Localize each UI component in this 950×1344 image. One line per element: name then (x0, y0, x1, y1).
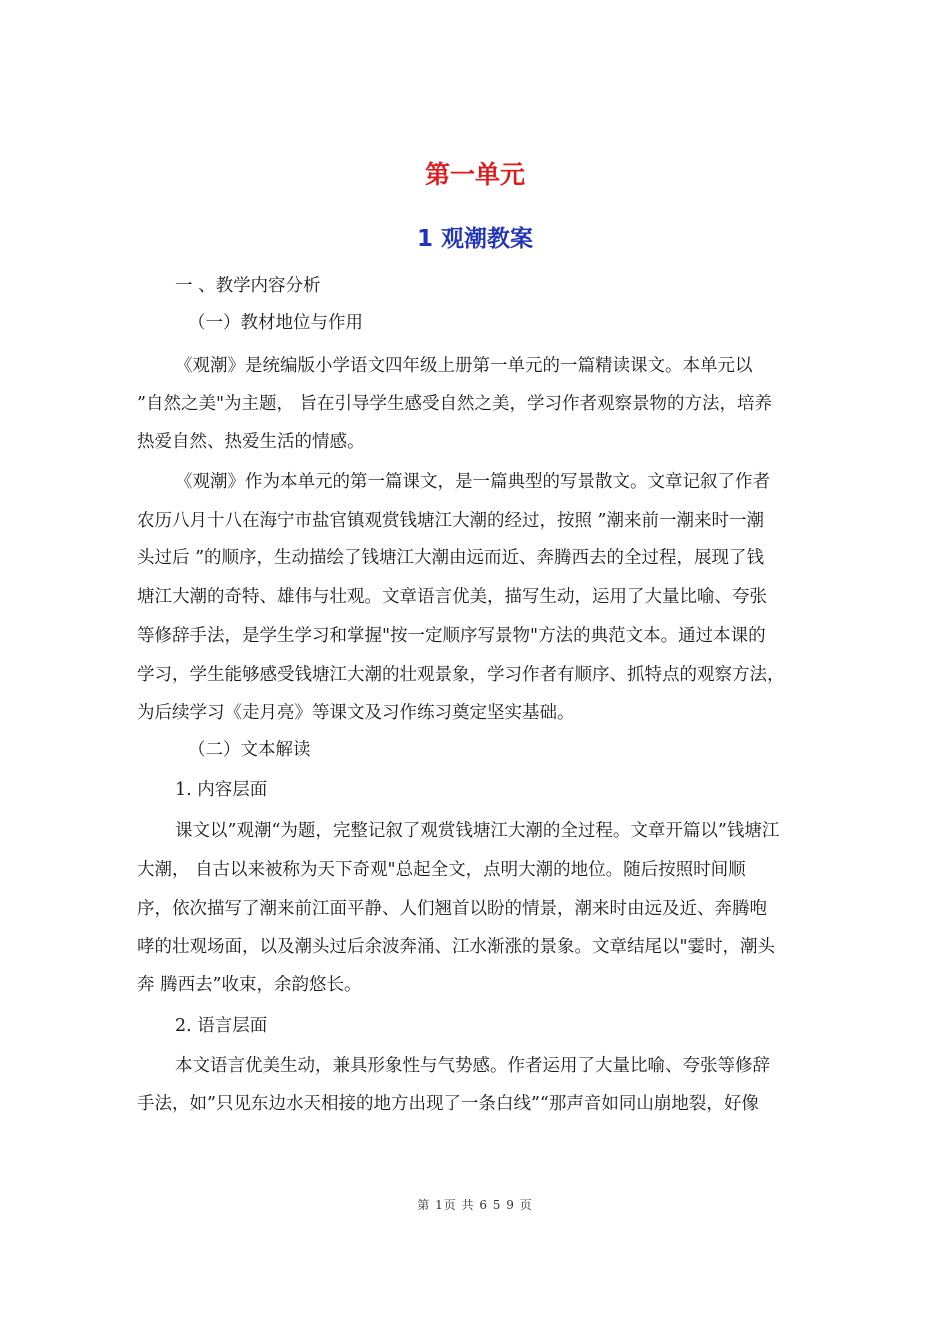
paragraph-line: 《观潮》是统编版小学语文四年级上册第一单元的一篇精读课文。本单元以 (175, 356, 753, 376)
paragraph-line: 为后续学习《走月亮》等课文及习作练习奠定坚实基础。 (137, 703, 575, 723)
paragraph-line: 《观潮》作为本单元的第一篇课文，是一篇典型的写景散文。文章记叙了作者 (175, 472, 770, 492)
numbered-heading-2: 2. 语言层面 (175, 1016, 268, 1036)
paragraph-line: 课文以”观潮“为题，完整记叙了观赏钱塘江大潮的全过程。文章开篇以”钱塘江 (175, 821, 780, 841)
subsection-heading-2: （二）文本解读 (188, 740, 311, 760)
page-footer: 第 1页 共 6 5 9 页 (417, 1198, 533, 1212)
paragraph-line: 大潮， 自古以来被称为天下奇观"总起全文，点明大潮的地位。随后按照时间顺 (137, 860, 746, 880)
paragraph-line: 哮的壮观场面，以及潮头过后余波奔涌、江水渐涨的景象。文章结尾以"霎时，潮头 (137, 937, 776, 957)
paragraph-line: 农历八月十八在海宁市盐官镇观赏钱塘江大潮的经过，按照 ”潮来前一潮来时一潮 (137, 511, 765, 531)
paragraph-line: 序，依次描写了潮来前江面平静、人们翘首以盼的情景，潮来时由远及近、奔腾咆 (137, 899, 767, 919)
paragraph-line: 奔 腾西去”收束，余韵悠长。 (137, 975, 362, 995)
paragraph-line: 等修辞手法，是学生学习和掌握"按一定顺序写景物"方法的典范文本。通过本课的 (137, 626, 766, 646)
paragraph-line: 手法，如”只见东边水天相接的地方出现了一条白线”“那声音如同山崩地裂，好像 (137, 1094, 759, 1114)
paragraph-line: 塘江大潮的奇特、雄伟与壮观。文章语言优美，描写生动，运用了大量比喻、夸张 (137, 587, 767, 607)
numbered-heading-1: 1. 内容层面 (175, 780, 268, 800)
paragraph-line: ”自然之美"为主题， 旨在引导学生感受自然之美，学习作者观察景物的方法，培养 (137, 394, 773, 414)
paragraph-line: 头过后 ”的顺序，生动描绘了钱塘江大潮由远而近、奔腾西去的全过程，展现了钱 (137, 548, 765, 568)
paragraph-line: 学习，学生能够感受钱塘江大潮的壮观景象，学习作者有顺序、抓特点的观察方法， (137, 665, 785, 685)
paragraph-line: 热爱自然、热爱生活的情感。 (137, 432, 365, 452)
lesson-title: 1 观潮教案 (416, 226, 533, 252)
paragraph-line: 本文语言优美生动，兼具形象性与气势感。作者运用了大量比喻、夸张等修辞 (175, 1056, 770, 1076)
subsection-heading-1: （一）教材地位与作用 (188, 313, 363, 333)
unit-title: 第一单元 (424, 160, 525, 189)
section-heading-1: 一 、教学内容分析 (175, 276, 321, 296)
